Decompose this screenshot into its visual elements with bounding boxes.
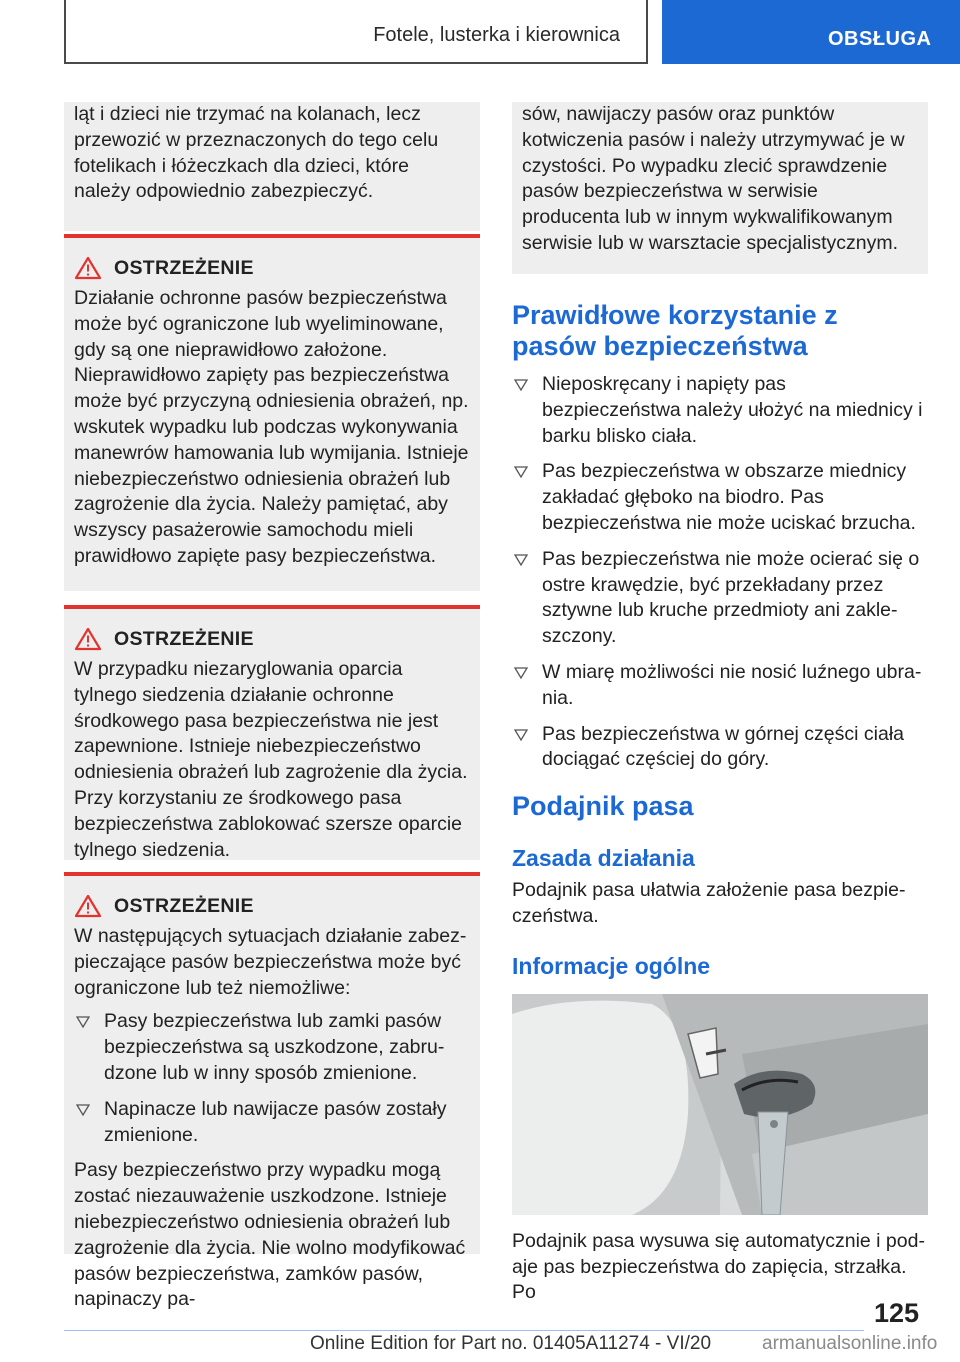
usage-bullet-list <box>512 372 928 773</box>
section-heading: Prawidłowe korzystanie z pasów bezpieczeństwa <box>512 300 838 361</box>
list-item: Pas bezpieczeństwa w górnej części ciała dociągać częściej do góry. <box>512 722 928 774</box>
edition-note: Online Edition for Part no. 01405A11274 - VI/20 <box>310 1333 712 1354</box>
caption-text: Podajnik pasa wysuwa się automatycznie i podaje pas bezpieczeństwa do zapięcia, strzałka. Po <box>512 1229 925 1304</box>
bullet-triangle-icon <box>76 1015 90 1029</box>
list-item: W miarę możliwości nie nosić luźnego ubrania. <box>512 660 928 712</box>
bullet-triangle-icon <box>514 378 528 392</box>
warning-text: Działanie ochronne pasów bezpieczeństwa może być ograniczone lub wyeliminowane, gdy są one nieprawidłowo założone. Nieprawidłowo zapięty pas bezpieczeństwa może być przyczyną odniesienia obrażeń, np. wskutek wypadku lub podczas wykonywania manewrów hamowania lub wymijania. Istnieje niebezpieczeństwo odniesienia obrażeń lub zagrożenie dla życia. Należy pamiętać, aby wszyscy pasażerowie samochodu mieli prawidłowo zapięte pasy bezpieczeństwa. <box>74 287 469 567</box>
list-item: Nieposkręcany i napięty pas bezpieczeństwa należy ułożyć na miednicy i barku blisko ciała. <box>512 372 928 449</box>
header-frame <box>64 0 648 64</box>
list-item: Pas bezpieczeństwa nie może ocierać się o ostre krawędzie, być przekładany przez sztywne lub kruche przedmioty ani zakleszczony. <box>512 547 928 650</box>
warning-title: OSTRZEŻENIE <box>114 627 254 650</box>
section-title: Fotele, lusterka i kierownica <box>373 24 620 46</box>
warning-title: OSTRZEŻENIE <box>114 256 254 279</box>
warning-text: W następujących sytuacjach działanie zabezpieczające pasów bezpieczeństwa może być ograniczone lub też niemożliwe: <box>74 925 467 999</box>
watermark-text: armanualsonline.info <box>762 1333 938 1354</box>
subsection-heading: Informacje ogólne <box>512 952 711 979</box>
subsection-heading: Zasada działania <box>512 845 695 872</box>
warning-bullet-list <box>74 1009 470 1148</box>
belt-feeder-illustration <box>512 994 928 1215</box>
continued-text: sów, nawijaczy pasów oraz punktów kotwiczenia pasów i należy utrzymywać je w czystości. Po wypadku zlecić sprawdzenie pasów bezpieczeństwa w serwisie producenta lub w innym wykwalifikowanym serwisie lub w warsztacie specjalistycznym. <box>522 103 905 254</box>
bullet-triangle-icon <box>514 465 528 479</box>
section-heading: Podajnik pasa <box>512 791 694 822</box>
continued-panel <box>512 102 928 274</box>
warning-box-2 <box>64 605 480 860</box>
warning-text-tail: Pasy bezpieczeństwo przy wypadku mogą zostać niezauważenie uszkodzone. Istnieje niebezpieczeństwo odniesienia obrażeń lub zagrożenie dla życia. Nie wolno modyfikować pasów bezpieczeństwa, zamków pasów, napinaczy pa- <box>74 1159 466 1311</box>
warning-triangle-icon <box>74 894 102 918</box>
list-item: Pas bezpieczeństwa w obszarze miednicy zakładać głęboko na biodro. Pas bezpieczeństwa nie może uciskać brzucha. <box>512 459 928 536</box>
bullet-triangle-icon <box>76 1103 90 1117</box>
warning-triangle-icon <box>74 256 102 280</box>
page-number: 125 <box>874 1298 920 1328</box>
warning-triangle-icon <box>74 627 102 651</box>
warning-text: W przypadku niezaryglowania oparcia tylnego siedzenia działanie ochronne środkowego pasa bezpieczeństwa nie jest zapewnione. Istnieje niebezpieczeństwo odniesienia obrażeń lub zagrożenie dla życia. Przy korzystaniu ze środkowego pasa bezpieczeństwa zablokować szersze oparcie tylnego siedzenia. <box>74 658 468 861</box>
body-text: Podajnik pasa ułatwia założenie pasa bezpieczeństwa. <box>512 879 906 927</box>
list-item: Napinacze lub nawijacze pasów zostały zmienione. <box>74 1097 470 1149</box>
intro-panel <box>64 102 480 231</box>
chapter-tab[interactable] <box>662 0 960 64</box>
warning-box-3 <box>64 872 480 1311</box>
bullet-triangle-icon <box>514 728 528 742</box>
warning-title: OSTRZEŻENIE <box>114 894 254 917</box>
chapter-tab-label: OBSŁUGA <box>828 28 932 50</box>
footer-divider <box>64 1330 864 1331</box>
warning-box-1 <box>64 234 480 591</box>
intro-text: ląt i dzieci nie trzymać na kolanach, lecz przewozić w przeznaczonych do tego celu fotelikach i łóżeczkach dla dzieci, które należy odpowiednio zabezpieczyć. <box>74 103 439 203</box>
list-item: Pasy bezpieczeństwa lub zamki pasów bezpieczeństwa są uszkodzone, zabrudzone lub w inny sposób zmienione. <box>74 1009 470 1086</box>
bullet-triangle-icon <box>514 553 528 567</box>
left-column <box>64 102 480 1311</box>
right-column <box>512 102 928 1306</box>
bullet-triangle-icon <box>514 666 528 680</box>
